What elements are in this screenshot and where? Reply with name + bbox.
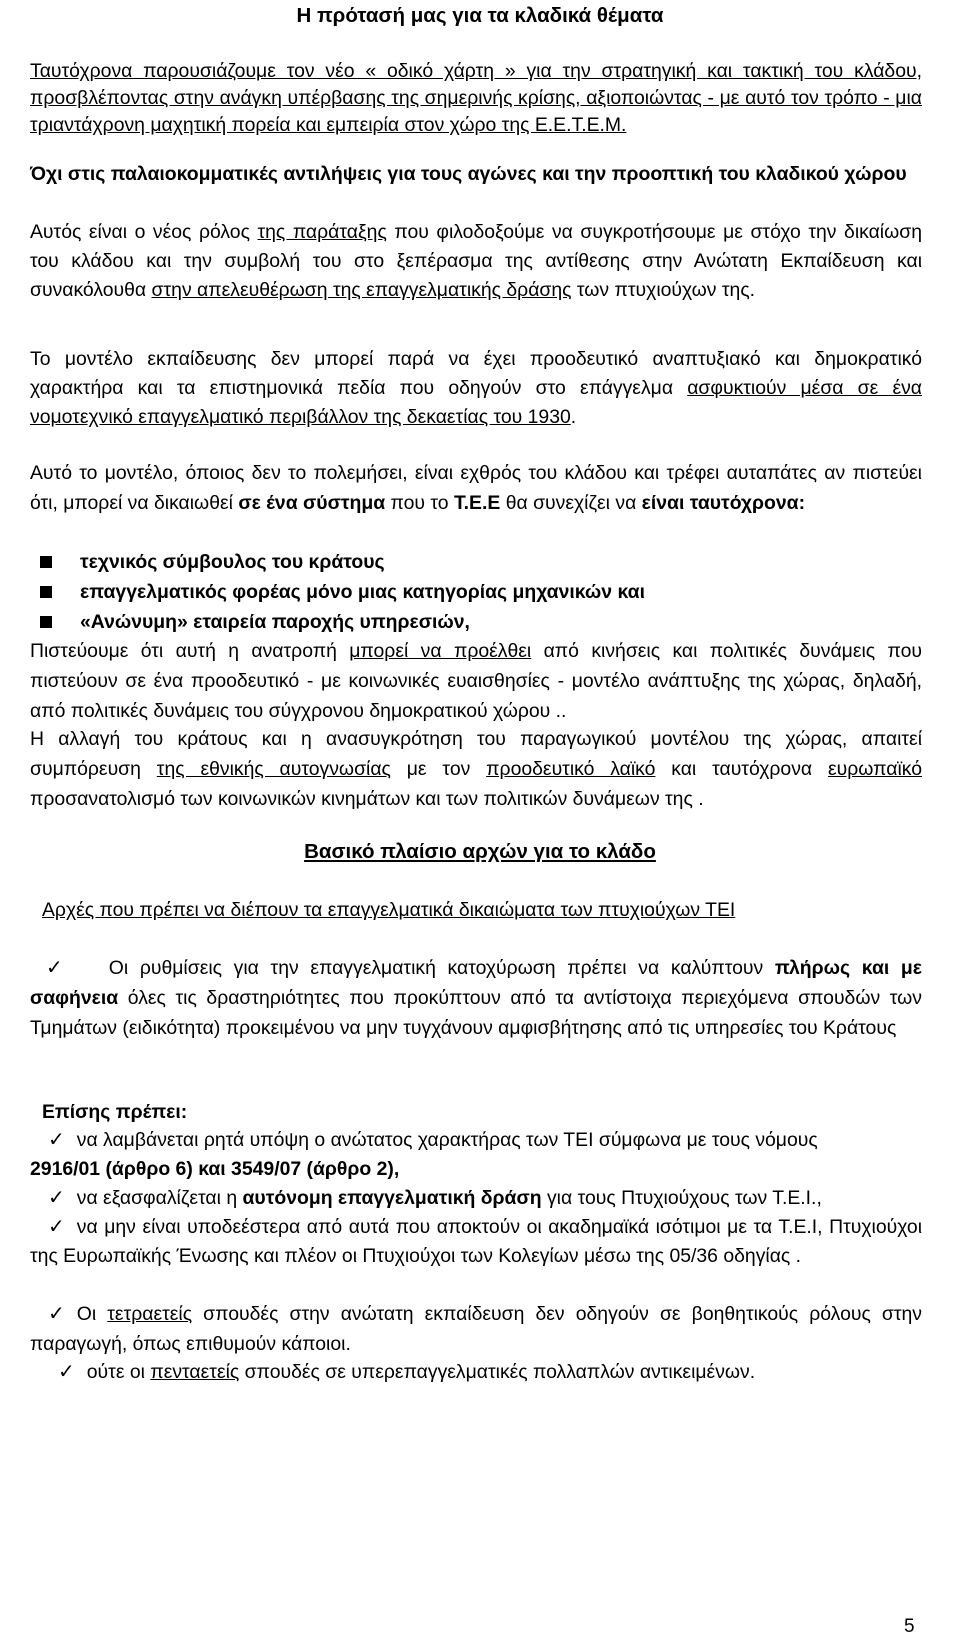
text-run: των πτυχιούχων της. (571, 279, 756, 301)
bold-run: αυτόνομη επαγγελματική δράση (242, 1187, 542, 1209)
square-bullet-icon (40, 586, 52, 598)
bold-run: πλήρως και με σαφήνεια (30, 957, 922, 1009)
text-run: προσανατολισμό των κοινωνικών κινημάτων και των πολιτικών δυνάμεων της . (30, 788, 704, 810)
paragraph-education-model (30, 345, 922, 432)
paragraph-state-change (30, 724, 922, 814)
text-run: να εξασφαλίζεται η (76, 1187, 243, 1209)
text-run: Αυτός είναι ο νέος ρόλος (30, 221, 258, 243)
bold-run: σε ένα σύστημα (238, 492, 386, 514)
text-run: να λαμβάνεται ρητά υπόψη ο ανώτατος χαρακτήρας των ΤΕΙ σύμφωνα με τους νόμους (76, 1129, 818, 1151)
text-run: Το μοντέλο εκπαίδευσης δεν μπορεί παρά να έχει προοδευτικό αναπτυξιακό και δημοκρατικό χαρακτήρα και τα επιστημονικά πεδία που οδηγούν στο επάγγελμα (30, 348, 922, 399)
bullet-text: επαγγελματικός φορέας μόνο μιας κατηγορίας μηχανικών και (80, 581, 645, 603)
paragraph-model-enemy (30, 458, 922, 518)
text-run: Πιστεύουμε ότι αυτή η ανατροπή (30, 640, 350, 662)
underlined-run: μπορεί να προέλθει (349, 640, 532, 662)
bullet-text: «Ανώνυμη» εταιρεία παροχής υπηρεσιών, (80, 611, 470, 633)
underlined-run: ευρωπαϊκό (827, 758, 922, 780)
text-run: Οι (76, 1303, 108, 1325)
bullet-item (30, 608, 922, 638)
text-run: θα συνεχίζει να (500, 492, 642, 514)
text-run: από κινήσεις και πολιτικές δυνάμεις που πιστεύουν σε ένα προοδευτικό - με κοινωνικές ευαισθησίες - μοντέλο ανάπτυξης της χώρας, δηλαδή, από πολιτικές δυνάμεις του σύγχρονου δημοκρατικού χώρου .. (30, 640, 922, 722)
text-run: όλες τις δραστηριότητες που προκύπτουν από τα αντίστοιχα περιεχόμενα σπουδών των Τμημάτων (ειδικότητα) προκειμένου να μην τυγχάνουν αμφισβήτησης από τις υπηρεσίες του Κράτους (30, 987, 922, 1039)
text-run: που φιλοδοξούμε να συγκροτήσουμε με στόχο την δικαίωση του κλάδου και την συμβολή του στο ξεπέρασμα της αντίθεσης στην Ανώτατη Εκπαίδευση και συνακόλουθα (30, 221, 922, 301)
bold-run: Τ.Ε.Ε (453, 492, 501, 514)
page-number: 5 (904, 1616, 915, 1637)
text-run: που το (385, 492, 454, 514)
text-run: Η αλλαγή του κράτους και η ανασυγκρότηση του παραγωγικού μοντέλου της χώρας, απαιτεί συμπόρευση (30, 728, 922, 780)
heading-paleokommatikes: Όχι στις παλαιοκομματικές αντιλήψεις για τους αγώνες και την προοπτική του κλαδικού χώρου (30, 163, 907, 185)
paragraph-reversal (30, 636, 922, 726)
intro-paragraph: Ταυτόχρονα παρουσιάζουμε τον νέο « οδικό χάρτη » για την στρατηγική και τακτική του κλάδου, προσβλέποντας στην ανάγκη υπέρβασης της σημερινής κρίσης, αξιοποιώντας - με αυτό τον τρόπο - μια τριαντάχρονη μαχητική πορεία και εμπειρία στον χώρο της Ε.Ε.Τ.Ε.Μ. (30, 60, 922, 136)
text-run: να μην είναι υποδεέστερα από αυτά που αποκτούν οι ακαδημαϊκά ισότιμοι με τα Τ.Ε.Ι, Πτυχιούχοι της Ευρωπαϊκής Ένωσης και πλέον οι Πτυχιούχοι των Κολεγίων μέσω της 05/36 οδηγίας . (30, 1216, 922, 1267)
underlined-run: στην απελευθέρωση της επαγγελματικής δράσης (151, 279, 572, 301)
check-item-2 (30, 1125, 922, 1184)
paragraph-role (30, 218, 922, 305)
text-run: Αυτό το μοντέλο, όποιος δεν το πολεμήσει, είναι εχθρός του κλάδου και τρέφει αυταπάτες αν πιστεύει ότι, μπορεί να δικαιωθεί (30, 462, 922, 514)
underlined-run: ασφυκτιούν μέσα σε ένα νομοτεχνικό επαγγελματικό περιβάλλον της δεκαετίας του 1930 (30, 377, 923, 428)
also-heading: Επίσης πρέπει: (42, 1101, 188, 1123)
check-icon: ✓ (58, 1359, 75, 1383)
check-item-4 (30, 1212, 922, 1271)
text-run: . (570, 406, 577, 428)
bold-run: 2916/01 (άρθρο 6) και 3549/07 (άρθρο 2), (30, 1158, 400, 1180)
check-icon: ✓ (48, 1301, 65, 1325)
square-bullet-icon (40, 616, 52, 628)
underlined-run: πενταετείς (150, 1361, 240, 1383)
text-run: και ταυτόχρονα (655, 758, 828, 780)
text-run: για τους Πτυχιούχους των Τ.Ε.Ι., (541, 1187, 822, 1209)
bullet-item (30, 548, 922, 578)
section-subheading: Αρχές που πρέπει να διέπουν τα επαγγελματικά δικαιώματα των πτυχιούχων ΤΕΙ (42, 899, 736, 921)
text-run: ούτε οι (86, 1361, 151, 1383)
check-item-3 (30, 1183, 922, 1213)
check-icon: ✓ (48, 1214, 65, 1238)
text-run: σπουδές σε υπερεπαγγελματικές πολλαπλών αντικειμένων. (239, 1361, 756, 1383)
page-title: Η πρότασή μας για τα κλαδικά θέματα (296, 4, 664, 27)
text-run: με τον (390, 758, 487, 780)
underlined-run: τετραετείς (107, 1303, 193, 1325)
bullet-text: τεχνικός σύμβουλος του κράτους (80, 551, 385, 573)
check-item-1 (30, 952, 922, 1043)
section-heading: Βασικό πλαίσιο αρχών για το κλάδο (304, 840, 656, 863)
underlined-run: της παράταξης (257, 221, 387, 243)
square-bullet-icon (40, 556, 52, 568)
underlined-run: της εθνικής αυτογνωσίας (156, 758, 391, 780)
bullet-item (30, 578, 922, 608)
check-icon: ✓ (48, 1185, 65, 1209)
bold-run: είναι ταυτόχρονα: (641, 492, 806, 514)
text-run: σπουδές στην ανώτατη εκπαίδευση δεν οδηγούν σε βοηθητικούς ρόλους στην παραγωγή, όπως επιθυμούν κάποιοι. (30, 1303, 923, 1355)
check-item-5 (30, 1298, 922, 1359)
text-run: Οι ρυθμίσεις για την επαγγελματική κατοχύρωση πρέπει να καλύπτουν (108, 957, 775, 979)
check-item-6 (30, 1357, 922, 1387)
check-icon: ✓ (46, 955, 63, 979)
check-icon: ✓ (48, 1127, 65, 1151)
underlined-run: προοδευτικό λαϊκό (486, 758, 656, 780)
